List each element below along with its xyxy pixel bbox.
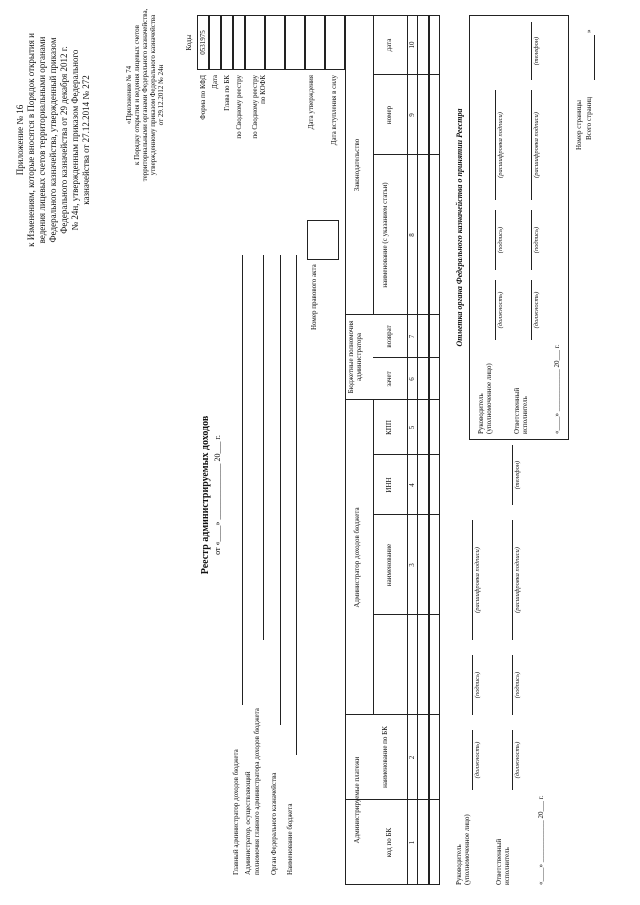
table-vline — [373, 357, 440, 358]
signatures-left — [455, 435, 555, 885]
table-hline — [373, 400, 374, 715]
field-treasury: Орган Федерального казначейства — [270, 772, 278, 875]
sig-line[interactable] — [512, 445, 513, 505]
legal-act-box[interactable] — [307, 220, 339, 260]
appendix74-line: к Порядку открытия и ведения лицевых счетов — [133, 25, 141, 166]
caption-sign: (подпись) — [533, 226, 540, 254]
caption-decode: (расшифровка подписи) — [514, 547, 521, 613]
total-pages-label: Всего страниц — [585, 96, 593, 140]
appendix-line: к Изменениям, которые вносятся в Порядок открытия и — [26, 33, 36, 247]
codes-label: по Сводному реестру по КОФК — [251, 75, 267, 139]
codes-label: Дата вступления в силу — [330, 75, 338, 146]
caption-position: (должность) — [497, 291, 504, 329]
sig-line[interactable] — [495, 210, 496, 270]
page-number-label: Номер страницы — [575, 99, 583, 150]
main-table — [345, 15, 440, 885]
code-value-effective-date[interactable] — [325, 15, 345, 70]
codes-label: по Сводному реестру — [235, 75, 243, 139]
sig-line[interactable] — [531, 90, 532, 200]
appendix-line: Федерального казначейства, утвержденный приказом — [48, 37, 58, 243]
appendix-line: Приложение № 16 — [15, 104, 25, 176]
col-number: 4 — [408, 483, 416, 487]
caption-decode: (расшифровка подписи) — [497, 112, 504, 178]
sig-line[interactable] — [472, 730, 473, 790]
caption-decode: (расшифровка подписи) — [533, 112, 540, 178]
appendix74-line: «Приложение № 74 — [125, 65, 133, 125]
sig-line[interactable] — [531, 22, 532, 80]
sig-line[interactable] — [531, 280, 532, 340]
sig-line[interactable] — [512, 655, 513, 715]
legal-act-label: Номер правового акта — [310, 264, 318, 330]
codes-label: Дата утверждения — [307, 75, 315, 130]
col-header: наименование по БК — [381, 726, 389, 788]
group-header-admin: Администратор доходов бюджета — [353, 507, 361, 608]
sig-line[interactable] — [472, 520, 473, 640]
caption-position: (должность) — [474, 741, 481, 779]
col-number: 1 — [408, 840, 416, 845]
tm-head-label: Руководитель (уполномоченное лицо) — [477, 363, 493, 434]
appendix-header — [15, 10, 92, 270]
col-header: наименование (с указанием статьи) — [381, 182, 389, 288]
table-hline — [417, 15, 418, 885]
table-hline — [428, 15, 430, 885]
code-value-date[interactable] — [209, 15, 221, 70]
page-closing-quote: » — [585, 29, 593, 33]
table-vline — [373, 74, 440, 75]
form-date-line: от «____» ______________ 20___ г. — [213, 435, 222, 555]
code-value-blank[interactable] — [285, 15, 305, 70]
sig-executor-label: Ответственный исполнитель — [495, 838, 511, 885]
group-header-payments: Администрируемые платежи — [353, 756, 361, 844]
codes-label: Дата — [211, 75, 219, 89]
caption-sign: (подпись) — [497, 226, 504, 254]
table-vline — [373, 154, 440, 155]
code-value-svod2[interactable] — [245, 15, 265, 70]
caption-decode: (расшифровка подписи) — [474, 547, 481, 613]
col-number: 8 — [408, 233, 416, 237]
appendix-line: казначейства от 27.12.2014 № 272 — [81, 75, 91, 205]
code-value-svod[interactable] — [233, 15, 245, 70]
appendix-74 — [125, 5, 165, 185]
col-number: 9 — [408, 113, 416, 117]
caption-phone: (телефон) — [533, 36, 540, 66]
table-vline — [373, 454, 440, 455]
field-budget-name: Наименование бюджета — [286, 803, 294, 875]
codes-block — [185, 15, 345, 215]
sig-line[interactable] — [531, 210, 532, 270]
appendix-line: Федерального казначейства от 29 декабря 2012 г. — [59, 46, 69, 234]
sig-date-line: «____» ____________ 20___ г. — [537, 795, 545, 885]
caption-sign: (подпись) — [514, 671, 521, 699]
table-vline — [373, 614, 440, 615]
col-header: номер — [385, 105, 393, 125]
form-title-block — [200, 345, 223, 645]
code-value-kfd: 0531975 — [197, 15, 209, 70]
appendix74-line: от 29.12.2012 № 24н — [157, 64, 165, 126]
field-line[interactable] — [263, 255, 264, 640]
col-number: 10 — [408, 41, 416, 49]
sig-line[interactable] — [495, 280, 496, 340]
caption-position: (должность) — [514, 741, 521, 779]
field-chief-admin: Главный администратор доходов бюджета — [232, 749, 240, 875]
tm-executor-label: Ответственный исполнитель — [513, 387, 529, 434]
code-value-kofk[interactable] — [265, 15, 285, 70]
col-header: возврат — [385, 325, 393, 348]
caption-sign: (подпись) — [474, 671, 481, 699]
treasury-mark-title: Отметка органа Федерального казначейства о принятии Реестра — [455, 108, 464, 347]
caption-phone: (телефон) — [514, 460, 521, 490]
appendix74-line: территориальными органами Федерального казначейства, — [141, 8, 149, 182]
col-number: 5 — [408, 425, 416, 430]
field-admin: Администратор, осуществляющий — [244, 771, 252, 875]
col-header: зачет — [385, 371, 393, 387]
group-header-powers: Бюджетные полномочия администратора — [347, 320, 363, 394]
col-header: код по БК — [385, 827, 393, 858]
tm-date-line: «____» ____________ 20___ г. — [553, 344, 561, 434]
field-line[interactable] — [296, 255, 297, 755]
field-line[interactable] — [280, 255, 281, 725]
appendix-line: ведения лицевых счетов территориальными органами — [37, 36, 47, 244]
code-value-glava[interactable] — [221, 15, 233, 70]
col-number: 2 — [408, 755, 416, 760]
col-number: 3 — [408, 563, 416, 567]
col-number: 6 — [408, 377, 416, 381]
col-header: наименование — [385, 543, 393, 587]
header-fields — [232, 255, 307, 875]
codes-label: Глава по БК — [223, 75, 231, 111]
col-header: дата — [385, 38, 393, 52]
group-header-law: Законодательство — [353, 138, 361, 192]
page-number-line[interactable] — [594, 35, 595, 80]
table-vline — [373, 514, 440, 515]
col-header: ИНН — [385, 477, 393, 493]
appendix74-line: утвержденному приказом Федерального казначейства — [149, 14, 157, 176]
caption-position: (должность) — [533, 291, 540, 329]
table-hline — [373, 15, 374, 315]
appendix-line: № 24н, утвержденным приказом Федерального — [70, 49, 80, 231]
codes-header: Коды — [185, 34, 193, 51]
sig-line[interactable] — [512, 520, 513, 640]
sig-head-label: Руководитель (уполномоченное лицо) — [455, 814, 471, 885]
col-header: КПП — [385, 420, 393, 435]
sig-line[interactable] — [495, 90, 496, 200]
treasury-mark — [455, 15, 625, 440]
form-title: Реестр администрируемых доходов — [200, 415, 211, 575]
sig-line[interactable] — [472, 655, 473, 715]
codes-label: Форма по КФД — [199, 75, 207, 120]
field-admin-cont: полномочия главного администратора доходов бюджета — [253, 708, 261, 875]
code-value-approval-date[interactable] — [305, 15, 325, 70]
col-number: 7 — [408, 334, 416, 339]
field-line[interactable] — [242, 255, 243, 705]
sig-line[interactable] — [512, 730, 513, 790]
